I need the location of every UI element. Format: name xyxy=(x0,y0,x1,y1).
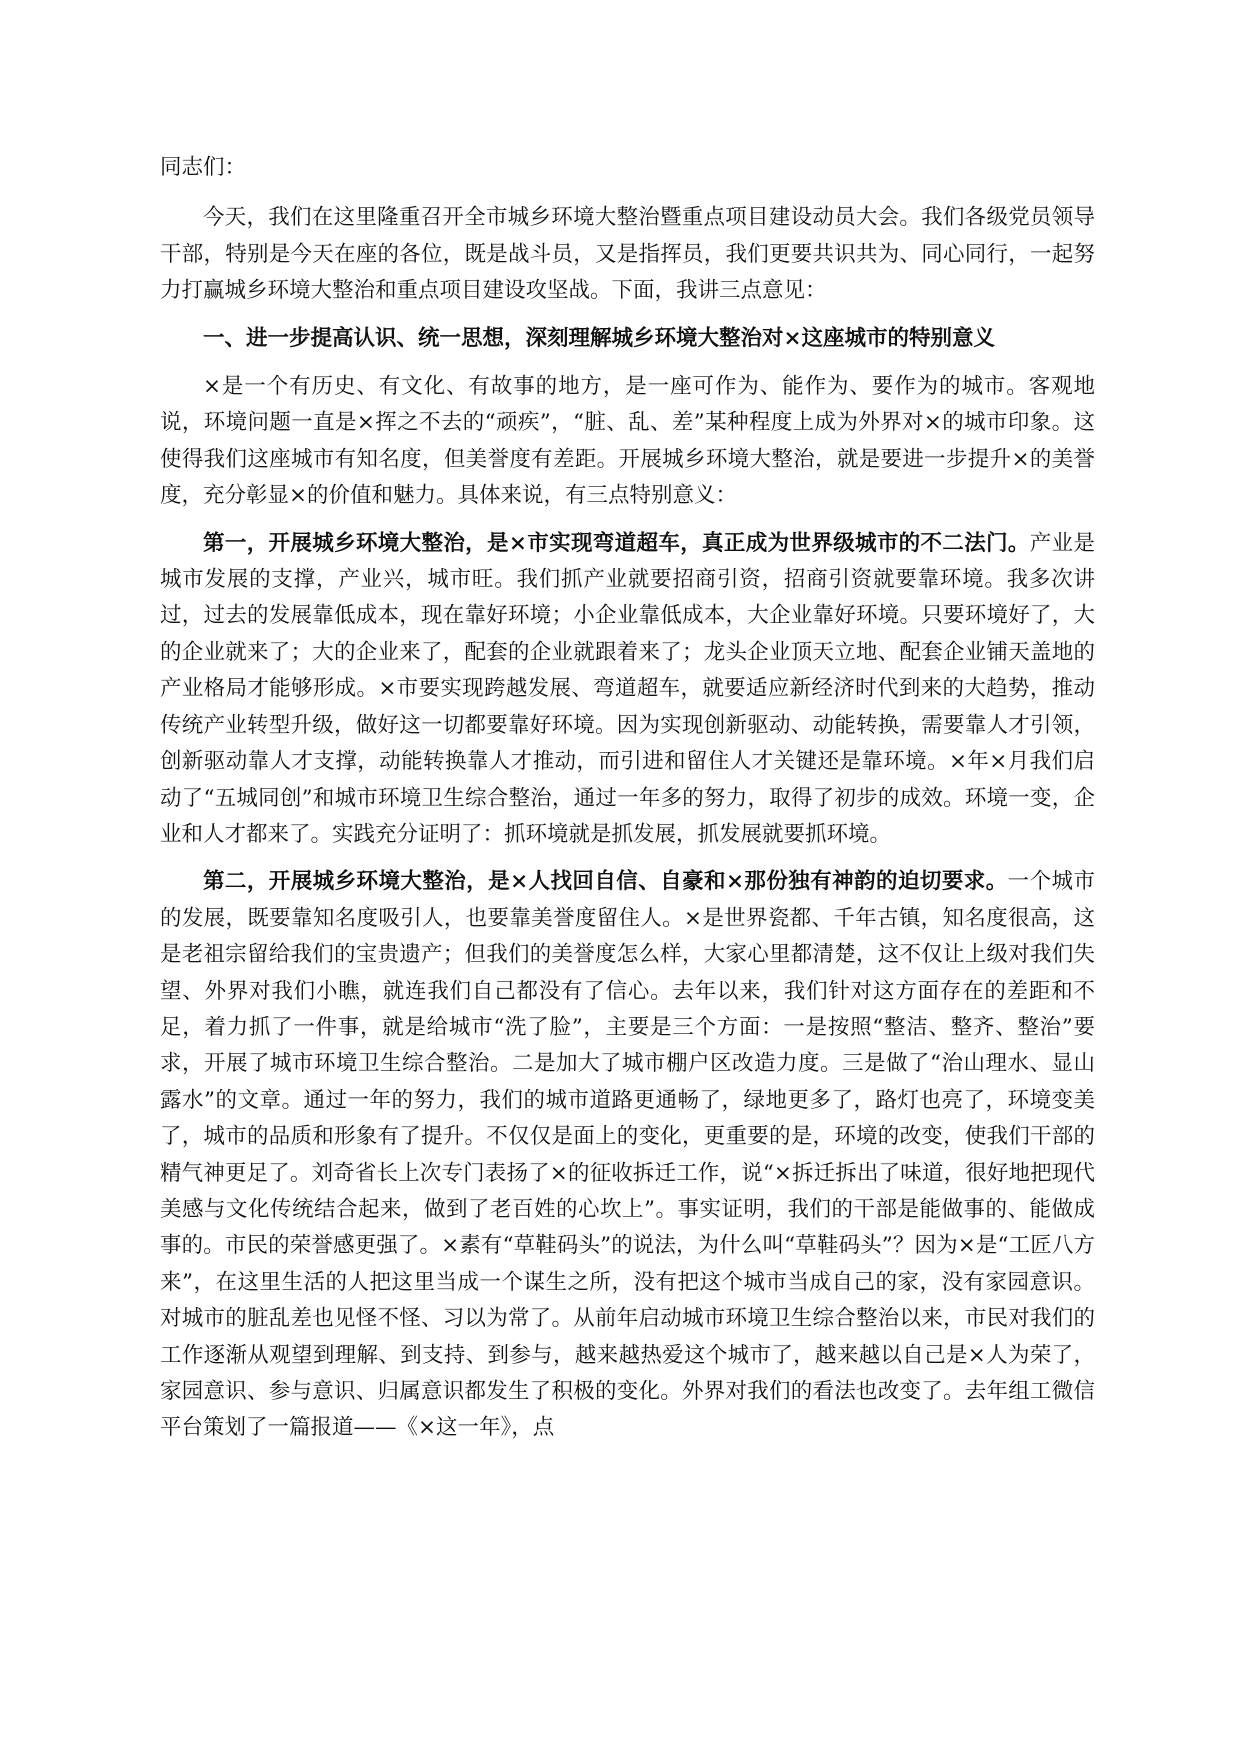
section-heading-1: 一、进一步提高认识、统一思想，深刻理解城乡环境大整治对×这座城市的特别意义 xyxy=(203,325,996,351)
point-two-body: 一个城市的发展，既要靠知名度吸引人，也要靠美誉度留住人。×是世界瓷都、千年古镇，知名度很高，这是老祖宗留给我们的宝贵遗产；但我们的美誉度怎么样，大家心里都清楚，这不仅让上级对我们失望、外界对我们小瞧，就连我们自己都没有了信心。去年以来，我们针对这方面存在的差距和不足，着力抓了一件事，就是给城市“洗了脸”，主要是三个方面：一是按照“整洁、整齐、整治”要求，开展了城市环境卫生综合整治。二是加大了城市棚户区改造力度。三是做了“治山理水、显山露水”的文章。通过一年的努力，我们的城市道路更通畅了，绿地更多了，路灯也亮了，环境变美了，城市的品质和形象有了提升。不仅仅是面上的变化，更重要的是，环境的改变，使我们干部的精气神更足了。刘奇省长上次专门表扬了×的征收拆迁工作，说“×拆迁拆出了味道，很好地把现代美感与文化传统结合起来，做到了老百姓的心坎上”。事实证明，我们的干部是能做事的、能做成事的。市民的荣誉感更强了。×素有“草鞋码头”的说法，为什么叫“草鞋码头”？因为×是“工匠八方来”，在这里生活的人把这里当成一个谋生之所，没有把这个城市当成自己的家，没有家园意识。对城市的脏乱差也见怪不怪、习以为常了。从前年启动城市环境卫生综合整治以来，市民对我们的工作逐渐从观望到理解、到支持、到参与，越来越热爱这个城市了，越来越以自己是×人为荣了，家园意识、参与意识、归属意识都发生了积极的变化。外界对我们的看法也改变了。去年组工微信平台策划了一篇报道——《×这一年》，点 xyxy=(160,869,1095,1441)
opening-paragraph: 今天，我们在这里隆重召开全市城乡环境大整治暨重点项目建设动员大会。我们各级党员领导干部，特别是今天在座的各位，既是战斗员，又是指挥员，我们更要共识共为、同心同行，一起努力打赢城乡环境大整治和重点项目建设攻坚战。下面，我讲三点意见： xyxy=(160,205,1095,304)
salutation: 同志们： xyxy=(160,155,247,180)
section-intro-paragraph: ×是一个有历史、有文化、有故事的地方，是一座可作为、能作为、要作为的城市。客观地说，环境问题一直是×挥之不去的“顽疾”，“脏、乱、差”某种程度上成为外界对×的城市印象。这使得我们这座城市有知名度，但美誉度有差距。开展城乡环境大整治，就是要进一步提升×的美誉度，充分彰显×的价值和魅力。具体来说，有三点特别意义： xyxy=(160,374,1095,509)
point-one-body: 产业是城市发展的支撑，产业兴，城市旺。我们抓产业就要招商引资，招商引资就要靠环境。我多次讲过，过去的发展靠低成本，现在靠好环境；小企业靠低成本，大企业靠好环境。只要环境好了，大的企业就来了；大的企业来了，配套的企业就跟着来了；龙头企业顶天立地、配套企业铺天盖地的产业格局才能够形成。×市要实现跨越发展、弯道超车，就要适应新经济时代到来的大趋势，推动传统产业转型升级，做好这一切都要靠好环境。因为实现创新驱动、动能转换，需要靠人才引领，创新驱动靠人才支撑，动能转换靠人才推动，而引进和留住人才关键还是靠环境。×年×月我们启动了“五城同创”和城市环境卫生综合整治，通过一年多的努力，取得了初步的成效。环境一变，企业和人才都来了。实践充分证明了：抓环境就是抓发展，抓发展就要抓环境。 xyxy=(160,530,1095,847)
point-two-lead: 第二，开展城乡环境大整治，是×人找回自信、自豪和×那份独有神韵的迫切要求。 xyxy=(203,869,1008,895)
point-one-paragraph xyxy=(160,526,1095,854)
point-one-lead: 第一，开展城乡环境大整治，是×市实现弯道超车，真正成为世界级城市的不二法门。 xyxy=(203,530,1030,556)
point-two-paragraph xyxy=(160,864,1095,1447)
document-page xyxy=(160,150,1095,1458)
